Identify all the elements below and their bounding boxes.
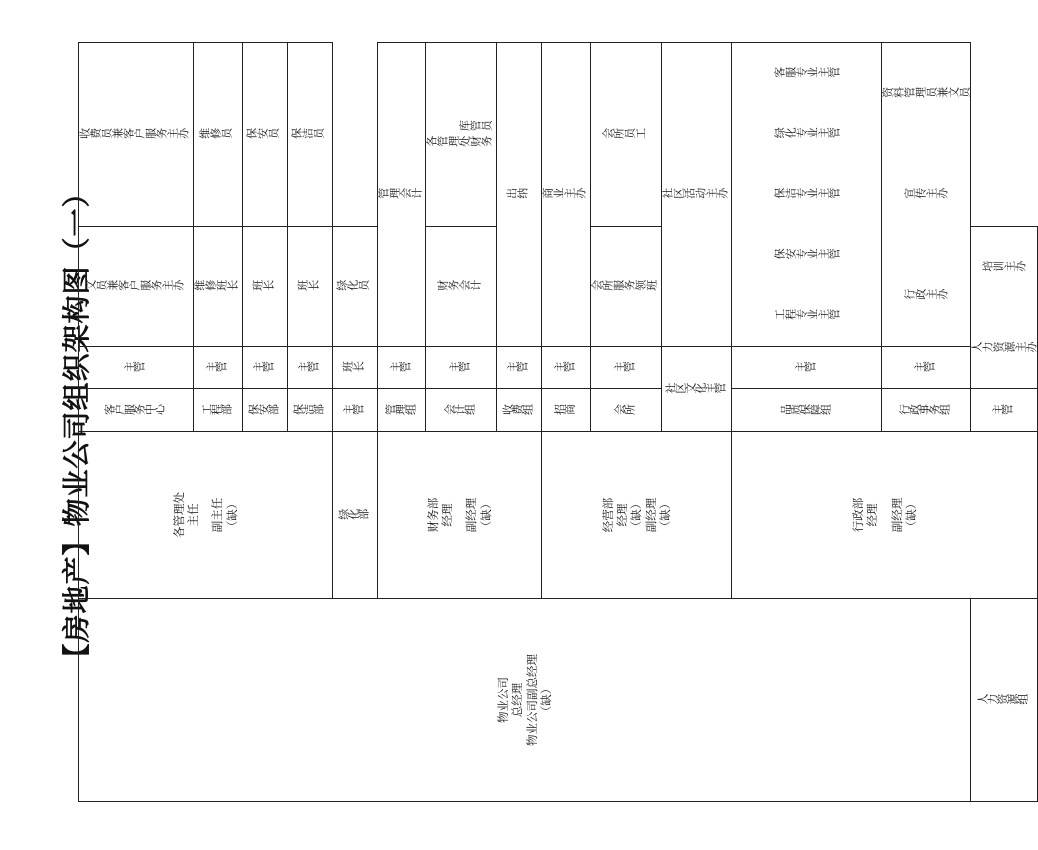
unit-engineering: 工程部 [193, 389, 242, 432]
role-cs-spec: 客服专业主管 [773, 66, 840, 80]
unit-quality: 品质保障组 [732, 389, 882, 432]
unit-management-office-supervisor: 主管 [377, 346, 426, 389]
dept-management-deputy: 副主任 [210, 497, 225, 533]
role-green-spec: 绿化专业主管 [773, 126, 840, 140]
dept-management-offices [79, 432, 333, 599]
role-eng-spec: 工程专业主管 [773, 308, 840, 322]
role-clean-spec: 保洁专业主管 [773, 187, 840, 201]
unit-investment-supervisor: 主管 [542, 346, 591, 389]
unit-investment: 招商 [542, 389, 591, 432]
role-sec-spec: 保安专业主管 [773, 247, 840, 261]
dept-business [542, 432, 732, 599]
role-cleaner: 保洁员 [287, 43, 332, 227]
unit-accounting-supervisor: 主管 [426, 346, 497, 389]
role-security-leader: 班长 [242, 226, 287, 346]
dept-finance-name: 财务部 [425, 497, 440, 533]
unit-hr: 人力资源组 [971, 598, 1038, 801]
unit-management-office: 管理组 [377, 389, 426, 432]
dept-admin-note: （缺） [904, 497, 919, 533]
unit-clubhouse: 会所 [590, 389, 661, 432]
admin-affairs-staff [882, 43, 971, 347]
org-chart [78, 42, 1038, 802]
role-training-officer: 培训主办 [982, 260, 1027, 274]
role-biz-officer: 商业主办 [542, 43, 591, 347]
role-cs-clerk: 文员兼客户服务主办 [79, 226, 194, 346]
unit-customer-center: 客户服务中心 [79, 389, 194, 432]
dept-management-name: 各管理处 [171, 492, 186, 539]
unit-customer-supervisor: 主管 [79, 346, 194, 389]
unit-cleaning-supervisor: 主管 [287, 346, 332, 389]
role-maint-leader: 维修班长 [193, 226, 242, 346]
company-name: 物业公司 [495, 676, 510, 723]
unit-clubhouse-supervisor: 主管 [590, 346, 661, 389]
role-records-officer: 资料管理员兼文员 [882, 86, 971, 100]
role-guard: 保安员 [242, 43, 287, 227]
unit-cashier-supervisor: 主管 [497, 346, 542, 389]
unit-security: 保安部 [242, 389, 287, 432]
unit-community-culture: 社区文化主管 [661, 346, 732, 432]
unit-admin-affairs-supervisor: 主管 [882, 346, 971, 389]
dept-management-note: （缺） [224, 497, 239, 533]
role-finance-accountant: 财务会计 [426, 226, 497, 346]
role-promo-officer: 宣传主办 [904, 187, 949, 201]
hr-staff [971, 226, 1038, 388]
role-greening-leader: 班长 [332, 346, 377, 389]
dept-management-head: 主任 [185, 503, 200, 527]
unit-cleaning: 保洁部 [287, 389, 332, 432]
role-cashier-cs: 收费员兼客户服务主办 [79, 43, 194, 227]
dept-finance [377, 432, 542, 599]
dept-finance-manager: 经理 [439, 503, 454, 527]
dept-business-note2: （缺） [658, 497, 673, 533]
role-office-finance-warehouse: 各管理处财务 库管员 [426, 43, 497, 227]
role-hr-officer: 人力资源主办 [971, 340, 1038, 354]
unit-hr-supervisor: 主管 [971, 389, 1038, 432]
unit-cashier: 收费组 [497, 389, 542, 432]
dept-business-manager: 经理 [615, 503, 630, 527]
role-cashier: 出纳 [497, 43, 542, 347]
dept-business-name: 经营部 [600, 497, 615, 533]
deputy-gm-title: 物业公司副总经理 [524, 653, 539, 746]
unit-security-supervisor: 主管 [242, 346, 287, 389]
role-maint-worker: 维修员 [193, 43, 242, 227]
role-admin-officer: 行政主办 [904, 288, 949, 302]
role-club-officer: 会所服务领班 [590, 226, 661, 346]
role-club-staff: 会所员工 [590, 43, 661, 227]
dept-finance-note: （缺） [478, 497, 493, 533]
role-greener: 绿化员 [332, 226, 377, 346]
dept-business-note1: （缺） [629, 497, 644, 533]
dept-admin-deputy: 副经理 [889, 497, 904, 533]
unit-accounting: 会计组 [426, 389, 497, 432]
dept-admin-name: 行政部 [851, 497, 865, 533]
dept-finance-deputy: 副经理 [464, 497, 479, 533]
unit-greening-supervisor: 主管 [332, 389, 377, 432]
role-cleaning-leader: 班长 [287, 226, 332, 346]
unit-admin-affairs: 行政事务组 [882, 389, 971, 432]
deputy-gm-note: （缺） [539, 682, 553, 718]
unit-engineering-supervisor: 主管 [193, 346, 242, 389]
unit-greening: 绿化部 [332, 432, 377, 599]
page-title: 【房地产】物业公司组织架构图（一） [60, 178, 93, 672]
unit-quality-supervisor: 主管 [732, 346, 882, 389]
company-box [79, 598, 971, 801]
dept-admin-manager: 经理 [865, 503, 880, 527]
dept-business-deputy: 副经理 [643, 497, 658, 533]
role-mgmt-accountant: 管理会计 [377, 43, 426, 347]
org-table [78, 42, 1038, 802]
quality-specialists [732, 43, 882, 347]
dept-admin [732, 432, 1038, 599]
gm-title: 总经理 [510, 682, 525, 718]
role-community-officer: 社区活动主办 [661, 43, 732, 347]
